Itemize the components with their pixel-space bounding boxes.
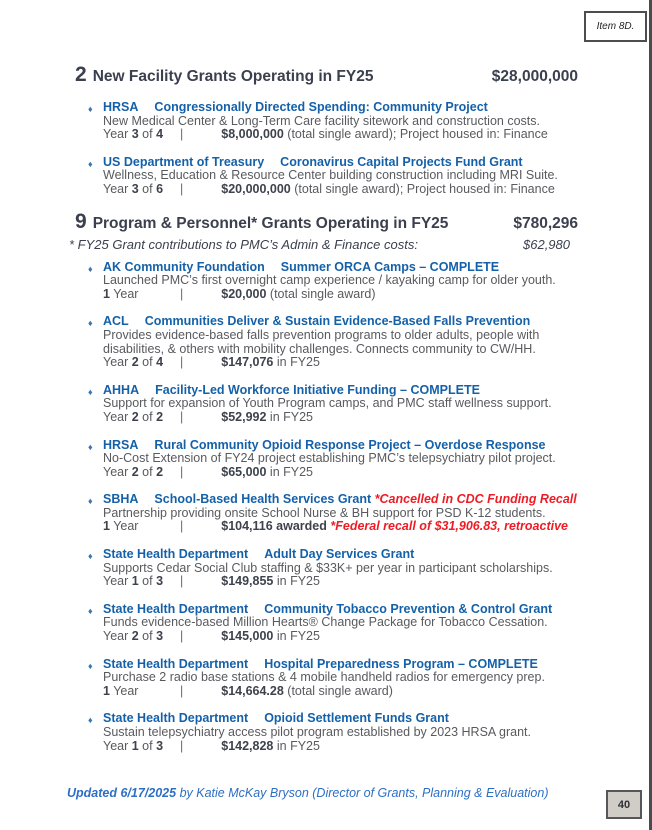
- section-title: Program & Personnel* Grants Operating in FY25: [92, 214, 449, 232]
- separator-pipe: |: [180, 355, 184, 370]
- grant-funder: SBHA: [103, 492, 139, 507]
- year-number: 1: [103, 683, 110, 698]
- section-footnote: [69, 237, 578, 253]
- year-of-label: of: [138, 574, 157, 589]
- grant-funder: HRSA: [103, 437, 139, 452]
- grant-amount-suffix: in FY25: [273, 355, 320, 370]
- section-program-personnel: [69, 209, 578, 754]
- grant-name: Rural Community Opioid Response Project – Overdose Response: [154, 437, 546, 452]
- grant-amount: $65,000: [221, 464, 267, 479]
- section-header-program: [75, 211, 578, 235]
- grant-funding-line: [103, 740, 578, 754]
- grant-funding-line: [103, 411, 578, 425]
- grant-body: [103, 548, 578, 589]
- year-total: 6: [156, 181, 164, 196]
- grant-year-term: [103, 630, 180, 644]
- grant-name: Summer ORCA Camps – COMPLETE: [280, 259, 500, 274]
- grant-title-line: [103, 156, 578, 170]
- grant-funder: State Health Department: [103, 711, 249, 726]
- grant-recall-flag: *Federal recall of $31,906.83, retroactive: [326, 519, 569, 534]
- grant-body: [103, 384, 578, 425]
- separator-pipe: |: [180, 409, 184, 424]
- grant-entry-shd-opioid-settlement: [75, 712, 578, 753]
- year-number: 2: [131, 409, 139, 424]
- separator-pipe: |: [180, 181, 184, 196]
- year-number: 1: [131, 574, 139, 589]
- year-label: Year: [103, 574, 132, 589]
- year-of-label: of: [138, 464, 157, 479]
- separator-pipe: |: [180, 519, 184, 534]
- grant-description: Funds evidence-based Million Hearts® Change Package for Tobacco Cessation.: [103, 615, 548, 630]
- grant-amount-suffix: in FY25: [266, 409, 313, 424]
- section-count: 9: [75, 209, 87, 233]
- grant-body: [103, 156, 578, 197]
- grant-title-line: [103, 261, 578, 275]
- separator-pipe: |: [180, 574, 184, 589]
- year-of-label: Year: [109, 286, 139, 301]
- year-label: Year: [103, 127, 132, 142]
- grant-name: Community Tobacco Prevention & Control Grant: [264, 601, 553, 616]
- grant-funding-line: [103, 630, 578, 644]
- grant-entry-sbha-school: [75, 493, 578, 534]
- year-label: Year: [103, 355, 132, 370]
- grant-name: Hospital Preparedness Program – COMPLETE: [264, 656, 538, 671]
- grant-year-term: [103, 128, 180, 142]
- grant-description: No-Cost Extension of FY24 project establishing PMC’s telepsychiatry pilot project.: [103, 451, 556, 466]
- year-number: 1: [103, 519, 110, 534]
- grant-description: Launched PMC’s first overnight camp experience / kayaking camp for older youth.: [103, 273, 556, 288]
- grant-amount: $104,116 awarded: [221, 519, 327, 534]
- grant-body: [103, 658, 578, 699]
- diamond-bullet-icon: ♦: [88, 318, 93, 329]
- agenda-item-tag[interactable]: [584, 11, 647, 42]
- grant-funder: State Health Department: [103, 656, 249, 671]
- grant-amount-group: [221, 127, 548, 141]
- grant-funder: HRSA: [103, 100, 139, 114]
- separator-pipe: |: [180, 464, 184, 479]
- grant-description: Supports Cedar Social Club staffing & $33K+ per year in participant scholarships.: [103, 560, 553, 575]
- grant-entry-ahha-workforce: [75, 384, 578, 425]
- year-label: Year: [103, 738, 132, 753]
- footnote-text: * FY25 Grant contributions to PMC’s Admin & Finance costs:: [69, 236, 418, 252]
- grant-funding-line: [103, 288, 578, 302]
- grant-funding-line: [103, 183, 578, 197]
- grant-amount: $52,992: [221, 409, 267, 424]
- year-number: 2: [131, 629, 139, 644]
- grant-amount: $20,000: [221, 286, 267, 301]
- grant-amount-group: [221, 519, 568, 533]
- year-of-label: of: [138, 127, 157, 142]
- year-number: 1: [103, 286, 110, 301]
- grant-name: Adult Day Services Grant: [264, 547, 415, 562]
- grant-funding-line: [103, 575, 578, 589]
- grant-entry-shd-adult-day: [75, 548, 578, 589]
- year-number: 1: [131, 738, 139, 753]
- grant-amount-group: [221, 182, 555, 196]
- grant-funder: US Department of Treasury: [103, 154, 265, 169]
- grant-name: Communities Deliver & Sustain Evidence-Based Falls Prevention: [144, 314, 531, 329]
- year-of-label: Year: [109, 683, 139, 698]
- diamond-bullet-icon: ♦: [88, 104, 93, 114]
- grant-description: New Medical Center & Long-Term Care facility sitework and construction costs.: [103, 113, 540, 128]
- grant-funder: State Health Department: [103, 547, 249, 562]
- year-total: 3: [156, 738, 164, 753]
- grant-amount: $14,664.28: [221, 683, 284, 698]
- year-number: 3: [131, 181, 139, 196]
- grant-body: [103, 261, 578, 302]
- separator-pipe: |: [180, 127, 184, 142]
- grant-body: [103, 493, 578, 534]
- grant-funding-line: [103, 685, 578, 699]
- grant-amount-group: [221, 355, 320, 369]
- grant-body: [103, 315, 578, 369]
- diamond-bullet-icon: ♦: [88, 158, 93, 169]
- year-number: 3: [131, 127, 139, 142]
- page-content: [69, 63, 578, 767]
- year-total: 3: [156, 629, 164, 644]
- grant-amount: $142,828: [221, 738, 274, 753]
- grant-amount-group: [221, 574, 320, 588]
- year-total: 4: [156, 127, 164, 142]
- grant-amount-group: [221, 629, 320, 643]
- separator-pipe: |: [180, 286, 184, 301]
- grant-name: School-Based Health Services Grant: [154, 492, 372, 507]
- grant-description: Sustain telepsychiatry access pilot program established by 2023 HRSA grant.: [103, 725, 532, 739]
- grant-year-term: [103, 356, 180, 370]
- grant-entry-akcf-orca: [75, 261, 578, 302]
- updated-date: Updated 6/17/2025: [67, 786, 177, 800]
- grant-amount-suffix: (total single award): [283, 683, 393, 698]
- grant-amount: $149,855: [221, 574, 274, 589]
- grant-title-line: [103, 493, 578, 507]
- year-total: 2: [156, 409, 164, 424]
- grant-entry-hrsa-cds: [75, 101, 578, 142]
- grant-title-line: [103, 603, 578, 617]
- diamond-bullet-icon: ♦: [88, 660, 93, 671]
- grant-title-line: [103, 315, 578, 329]
- year-total: 2: [156, 464, 164, 479]
- grant-funding-line: [103, 356, 578, 370]
- separator-pipe: |: [180, 738, 184, 753]
- separator-pipe: |: [180, 683, 184, 698]
- grant-amount: $147,076: [221, 355, 274, 370]
- grant-title-line: [103, 384, 578, 398]
- grant-amount-group: [221, 465, 313, 479]
- grant-funder: State Health Department: [103, 601, 249, 616]
- grant-entry-shd-hospital-prep: [75, 658, 578, 699]
- grant-description: Purchase 2 radio base stations & 4 mobile handheld radios for emergency prep.: [103, 670, 545, 685]
- grant-amount: $20,000,000: [221, 181, 291, 196]
- section-total-amount: $28,000,000: [491, 68, 578, 85]
- grant-funder: AHHA: [103, 382, 140, 397]
- grant-cancelled-flag: *Cancelled in CDC Funding Recall: [371, 492, 577, 507]
- grant-amount-suffix: in FY25: [273, 574, 320, 589]
- grant-amount-suffix: in FY25: [266, 464, 313, 479]
- year-number: 2: [131, 355, 139, 370]
- year-total: 4: [156, 355, 164, 370]
- grant-amount-group: [221, 739, 320, 753]
- grant-year-term: [103, 183, 180, 197]
- diamond-bullet-icon: ♦: [88, 551, 93, 562]
- year-label: Year: [103, 464, 132, 479]
- grant-amount-group: [221, 410, 313, 424]
- year-of-label: of: [138, 355, 157, 370]
- grant-name: Coronavirus Capital Projects Fund Grant: [280, 154, 523, 169]
- grant-funding-line: [103, 128, 578, 142]
- diamond-bullet-icon: ♦: [88, 496, 93, 507]
- year-number: 2: [131, 464, 139, 479]
- grant-funder: AK Community Foundation: [103, 259, 265, 274]
- grant-amount-suffix: in FY25: [273, 738, 320, 753]
- grant-entry-shd-tobacco: [75, 603, 578, 644]
- grant-year-term: [103, 466, 180, 480]
- grant-year-term: [103, 740, 180, 754]
- grant-description: Wellness, Education & Resource Center building construction including MRI Suite.: [103, 168, 558, 183]
- year-total: 3: [156, 574, 164, 589]
- year-label: Year: [103, 629, 132, 644]
- grant-body: [103, 439, 578, 480]
- section-title: New Facility Grants Operating in FY25: [92, 68, 374, 85]
- grant-entry-hrsa-opioid: [75, 439, 578, 480]
- grant-description: Support for expansion of Youth Program camps, and PMC staff wellness support.: [103, 396, 552, 411]
- grant-amount-suffix: in FY25: [273, 629, 320, 644]
- year-label: Year: [103, 409, 132, 424]
- grant-description: Provides evidence-based falls prevention programs to older adults, people with disabilities, & others with mobility challenges. Connects community to CW/HH.: [103, 327, 540, 356]
- year-of-label: of: [138, 181, 157, 196]
- grant-year-term: [103, 520, 180, 534]
- diamond-bullet-icon: ♦: [88, 263, 93, 274]
- grant-amount-suffix: (total single award): [266, 286, 376, 301]
- agenda-item-label: Item 8D.: [596, 21, 635, 32]
- grant-title-line: [103, 101, 578, 115]
- author-credit: by Katie McKay Bryson (Director of Grants, Planning & Evaluation): [179, 786, 549, 800]
- grant-body: [103, 101, 578, 142]
- year-of-label: Year: [109, 519, 139, 534]
- diamond-bullet-icon: ♦: [88, 386, 93, 397]
- year-label: Year: [103, 181, 132, 196]
- diamond-bullet-icon: ♦: [88, 715, 93, 726]
- footnote-amount: $62,980: [523, 236, 570, 252]
- grant-entry-treasury-ccpf: [75, 156, 578, 197]
- program-grants-list: [75, 261, 578, 754]
- grant-funding-line: [103, 520, 578, 534]
- section-header-facility: [75, 64, 578, 88]
- section-total-amount: $780,296: [513, 214, 578, 232]
- grant-amount-group: [221, 287, 375, 301]
- year-of-label: of: [138, 629, 157, 644]
- page-number: 40: [617, 798, 631, 811]
- updated-byline: [67, 786, 549, 800]
- diamond-bullet-icon: ♦: [88, 605, 93, 616]
- grant-funder: ACL: [103, 314, 129, 329]
- grant-amount-suffix: (total single award); Project housed in: Finance: [290, 181, 555, 196]
- grant-amount-suffix: (total single award); Project housed in: Finance: [283, 127, 548, 142]
- grant-body: [103, 603, 578, 644]
- grant-body: [103, 712, 578, 753]
- section-count: 2: [75, 63, 87, 86]
- grant-amount: $145,000: [221, 629, 274, 644]
- grant-title-line: [103, 439, 578, 453]
- separator-pipe: |: [180, 629, 184, 644]
- year-of-label: of: [138, 738, 157, 753]
- page-number-box[interactable]: [606, 790, 642, 819]
- grant-title-line: [103, 712, 578, 726]
- grant-name: Facility-Led Workforce Initiative Funding – COMPLETE: [155, 382, 480, 397]
- grant-amount: $8,000,000: [221, 127, 284, 142]
- grant-year-term: [103, 288, 180, 302]
- grant-year-term: [103, 411, 180, 425]
- grant-year-term: [103, 685, 180, 699]
- grant-funding-line: [103, 466, 578, 480]
- grant-title-line: [103, 658, 578, 672]
- grant-amount-group: [221, 684, 393, 698]
- grant-name: Congressionally Directed Spending: Community Project: [154, 100, 488, 114]
- grant-name: Opioid Settlement Funds Grant: [264, 711, 449, 726]
- facility-grants-list: [75, 101, 578, 197]
- year-of-label: of: [138, 409, 157, 424]
- grant-year-term: [103, 575, 180, 589]
- grant-title-line: [103, 548, 578, 562]
- grant-description: Partnership providing onsite School Nurse & BH support for PSD K-12 students.: [103, 505, 546, 520]
- diamond-bullet-icon: ♦: [88, 441, 93, 452]
- grant-entry-acl-falls: [75, 315, 578, 369]
